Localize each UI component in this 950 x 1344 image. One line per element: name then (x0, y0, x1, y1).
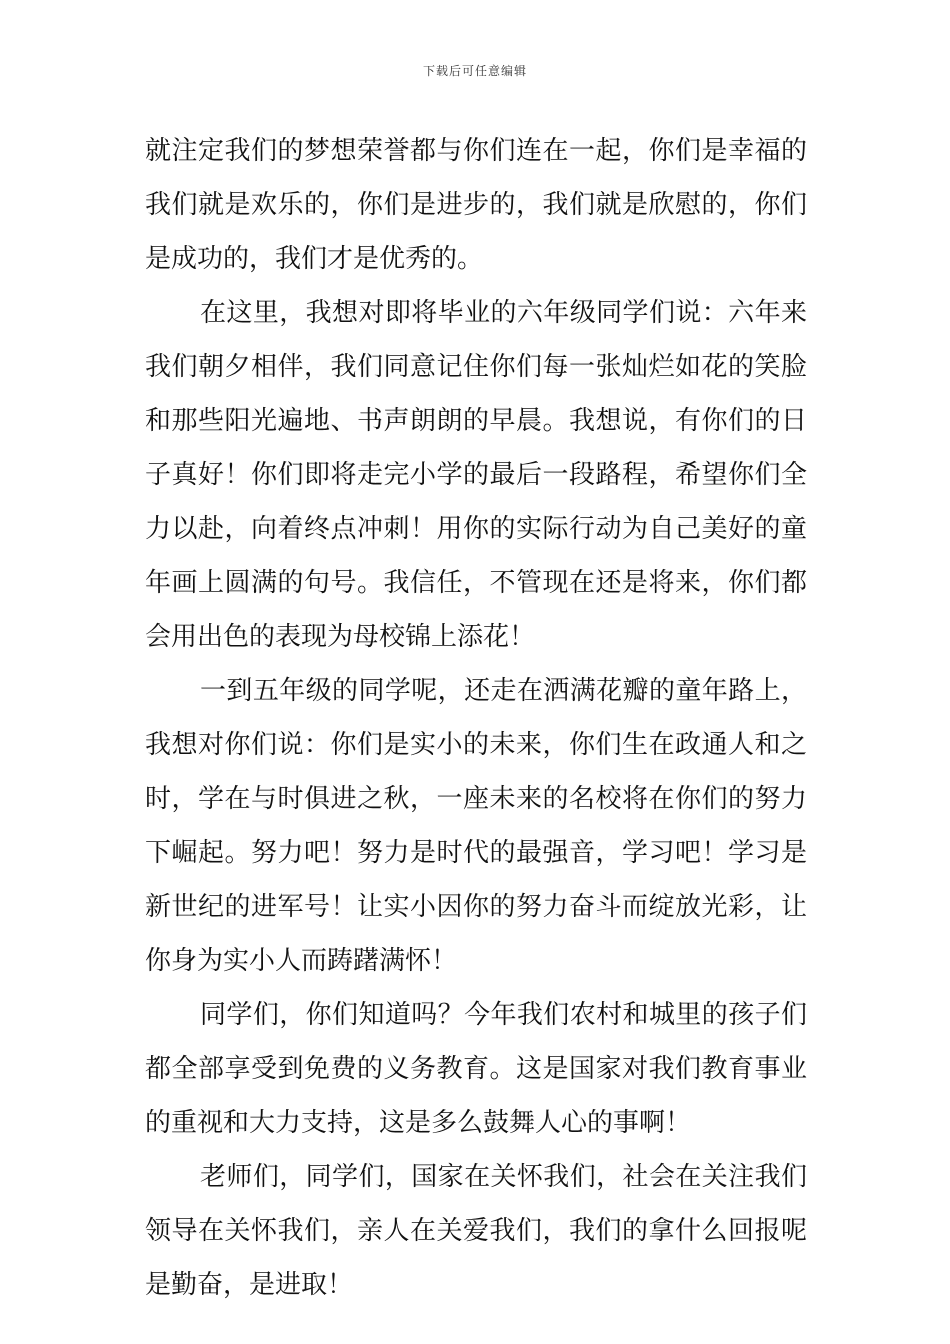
text-line: 你身为实小人而踌躇满怀！ (145, 946, 458, 976)
text-line: 下崛起。努力吧！努力是时代的最强音，学习吧！学习是 (145, 838, 807, 868)
text-line: 我们朝夕相伴，我们同意记住你们每一张灿烂如花的笑脸 (145, 352, 807, 382)
page-header: 下载后可任意编辑 (422, 64, 527, 78)
text-line: 我们就是欢乐的，你们是进步的，我们就是欣慰的，你们 (145, 190, 807, 220)
text-line: 是勤奋，是进取！ (145, 1270, 354, 1300)
text-line: 年画上圆满的句号。我信任，不管现在还是将来，你们都 (145, 568, 807, 598)
text-line: 时，学在与时俱进之秋，一座未来的名校将在你们的努力 (145, 784, 807, 814)
text-line: 和那些阳光遍地、书声朗朗的早晨。我想说，有你们的日 (145, 406, 807, 436)
text-line: 是成功的，我们才是优秀的。 (145, 244, 484, 274)
text-line: 会用出色的表现为母校锦上添花！ (145, 622, 536, 652)
text-line: 子真好！你们即将走完小学的最后一段路程，希望你们全 (145, 460, 807, 490)
text-line: 领导在关怀我们，亲人在关爱我们，我们的拿什么回报呢 (145, 1216, 807, 1246)
paragraph-first-line: 同学们，你们知道吗？今年我们农村和城里的孩子们 (200, 1000, 807, 1030)
text-line: 就注定我们的梦想荣誉都与你们连在一起，你们是幸福的 (145, 136, 807, 166)
paragraph-first-line: 老师们，同学们，国家在关怀我们，社会在关注我们 (200, 1162, 807, 1192)
document-body (145, 124, 807, 1312)
paragraph-first-line: 在这里，我想对即将毕业的六年级同学们说：六年来 (200, 298, 807, 328)
text-line: 力以赴，向着终点冲刺！用你的实际行动为自己美好的童 (145, 514, 807, 544)
paragraph-first-line: 一到五年级的同学呢，还走在洒满花瓣的童年路上， (200, 676, 807, 706)
text-line: 的重视和大力支持，这是多么鼓舞人心的事啊！ (145, 1108, 692, 1138)
text-line: 新世纪的进军号！让实小因你的努力奋斗而绽放光彩，让 (145, 892, 807, 922)
text-line: 都全部享受到免费的义务教育。这是国家对我们教育事业 (145, 1054, 807, 1084)
text-line: 我想对你们说：你们是实小的未来，你们生在政通人和之 (145, 730, 807, 760)
